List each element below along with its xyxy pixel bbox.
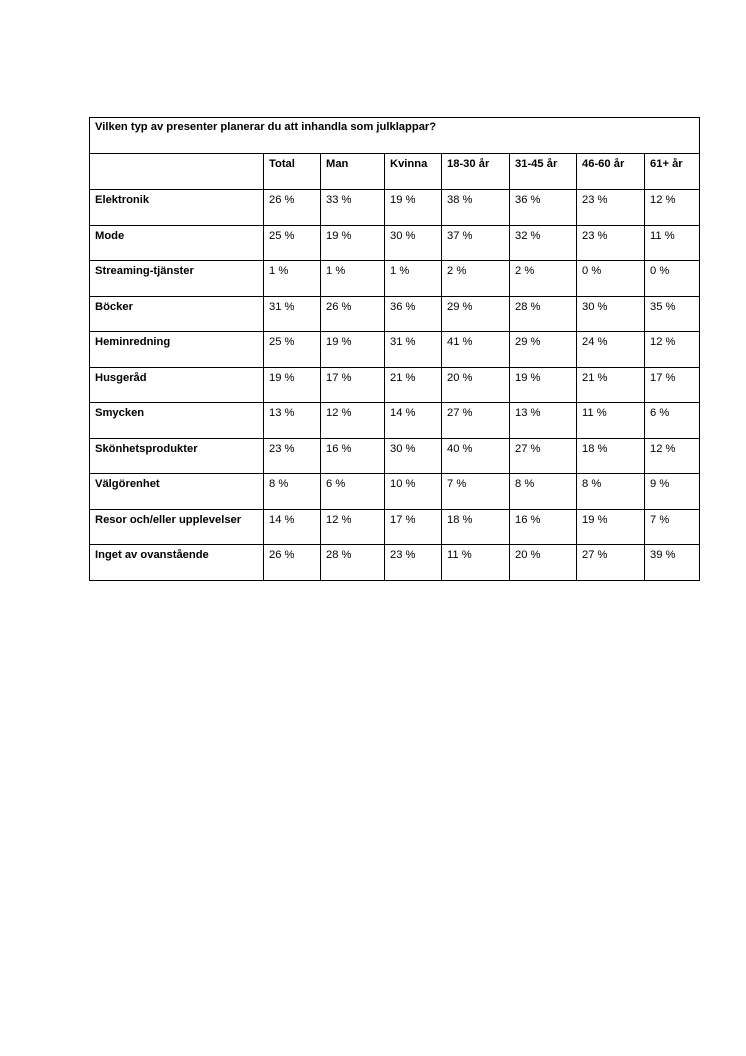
row-label: Skönhetsprodukter	[90, 438, 264, 474]
value-cell: 38 %	[442, 190, 510, 226]
table-row	[90, 225, 700, 261]
table-header-row	[90, 154, 700, 190]
value-cell: 36 %	[385, 296, 442, 332]
value-cell: 11 %	[577, 403, 645, 439]
value-cell: 11 %	[442, 545, 510, 581]
value-cell: 27 %	[442, 403, 510, 439]
value-cell: 25 %	[264, 332, 321, 368]
value-cell: 19 %	[385, 190, 442, 226]
value-cell: 17 %	[385, 509, 442, 545]
value-cell: 30 %	[577, 296, 645, 332]
value-cell: 26 %	[264, 545, 321, 581]
value-cell: 13 %	[510, 403, 577, 439]
row-label: Smycken	[90, 403, 264, 439]
value-cell: 29 %	[510, 332, 577, 368]
table-row	[90, 296, 700, 332]
column-header-man: Man	[321, 154, 385, 190]
table-row	[90, 332, 700, 368]
value-cell: 23 %	[577, 190, 645, 226]
value-cell: 16 %	[510, 509, 577, 545]
value-cell: 20 %	[510, 545, 577, 581]
value-cell: 28 %	[321, 545, 385, 581]
value-cell: 14 %	[385, 403, 442, 439]
value-cell: 23 %	[264, 438, 321, 474]
value-cell: 12 %	[321, 509, 385, 545]
value-cell: 26 %	[321, 296, 385, 332]
table-title-row	[90, 118, 700, 154]
value-cell: 12 %	[645, 190, 700, 226]
column-header-61-plus: 61+ år	[645, 154, 700, 190]
value-cell: 35 %	[645, 296, 700, 332]
value-cell: 12 %	[321, 403, 385, 439]
value-cell: 39 %	[645, 545, 700, 581]
table-row	[90, 261, 700, 297]
row-label: Böcker	[90, 296, 264, 332]
value-cell: 30 %	[385, 438, 442, 474]
value-cell: 0 %	[577, 261, 645, 297]
value-cell: 9 %	[645, 474, 700, 510]
value-cell: 29 %	[442, 296, 510, 332]
value-cell: 18 %	[442, 509, 510, 545]
value-cell: 20 %	[442, 367, 510, 403]
value-cell: 1 %	[321, 261, 385, 297]
value-cell: 2 %	[442, 261, 510, 297]
value-cell: 17 %	[645, 367, 700, 403]
value-cell: 19 %	[264, 367, 321, 403]
value-cell: 1 %	[385, 261, 442, 297]
value-cell: 41 %	[442, 332, 510, 368]
row-label: Välgörenhet	[90, 474, 264, 510]
row-label: Heminredning	[90, 332, 264, 368]
value-cell: 1 %	[264, 261, 321, 297]
table-row	[90, 474, 700, 510]
value-cell: 36 %	[510, 190, 577, 226]
value-cell: 13 %	[264, 403, 321, 439]
value-cell: 12 %	[645, 438, 700, 474]
value-cell: 27 %	[510, 438, 577, 474]
value-cell: 0 %	[645, 261, 700, 297]
value-cell: 32 %	[510, 225, 577, 261]
value-cell: 8 %	[264, 474, 321, 510]
header-corner-cell	[90, 154, 264, 190]
table-row	[90, 403, 700, 439]
value-cell: 30 %	[385, 225, 442, 261]
value-cell: 19 %	[510, 367, 577, 403]
row-label: Resor och/eller upplevelser	[90, 509, 264, 545]
column-header-31-45: 31-45 år	[510, 154, 577, 190]
value-cell: 28 %	[510, 296, 577, 332]
column-header-total: Total	[264, 154, 321, 190]
column-header-46-60: 46-60 år	[577, 154, 645, 190]
value-cell: 37 %	[442, 225, 510, 261]
value-cell: 10 %	[385, 474, 442, 510]
table-row	[90, 438, 700, 474]
value-cell: 2 %	[510, 261, 577, 297]
value-cell: 7 %	[442, 474, 510, 510]
value-cell: 14 %	[264, 509, 321, 545]
value-cell: 24 %	[577, 332, 645, 368]
value-cell: 7 %	[645, 509, 700, 545]
table-title: Vilken typ av presenter planerar du att inhandla som julklappar?	[90, 118, 700, 154]
value-cell: 17 %	[321, 367, 385, 403]
row-label: Streaming-tjänster	[90, 261, 264, 297]
value-cell: 18 %	[577, 438, 645, 474]
value-cell: 6 %	[645, 403, 700, 439]
row-label: Mode	[90, 225, 264, 261]
value-cell: 8 %	[577, 474, 645, 510]
value-cell: 19 %	[577, 509, 645, 545]
value-cell: 6 %	[321, 474, 385, 510]
table-row	[90, 509, 700, 545]
value-cell: 21 %	[577, 367, 645, 403]
value-cell: 23 %	[577, 225, 645, 261]
value-cell: 25 %	[264, 225, 321, 261]
value-cell: 26 %	[264, 190, 321, 226]
column-header-18-30: 18-30 år	[442, 154, 510, 190]
value-cell: 16 %	[321, 438, 385, 474]
value-cell: 8 %	[510, 474, 577, 510]
value-cell: 31 %	[264, 296, 321, 332]
row-label: Elektronik	[90, 190, 264, 226]
value-cell: 40 %	[442, 438, 510, 474]
value-cell: 12 %	[645, 332, 700, 368]
table-row	[90, 190, 700, 226]
value-cell: 33 %	[321, 190, 385, 226]
value-cell: 19 %	[321, 332, 385, 368]
value-cell: 11 %	[645, 225, 700, 261]
column-header-kvinna: Kvinna	[385, 154, 442, 190]
value-cell: 23 %	[385, 545, 442, 581]
value-cell: 31 %	[385, 332, 442, 368]
table-row	[90, 545, 700, 581]
row-label: Inget av ovanstående	[90, 545, 264, 581]
row-label: Husgeråd	[90, 367, 264, 403]
value-cell: 21 %	[385, 367, 442, 403]
value-cell: 19 %	[321, 225, 385, 261]
survey-table	[89, 117, 700, 581]
value-cell: 27 %	[577, 545, 645, 581]
table-row	[90, 367, 700, 403]
